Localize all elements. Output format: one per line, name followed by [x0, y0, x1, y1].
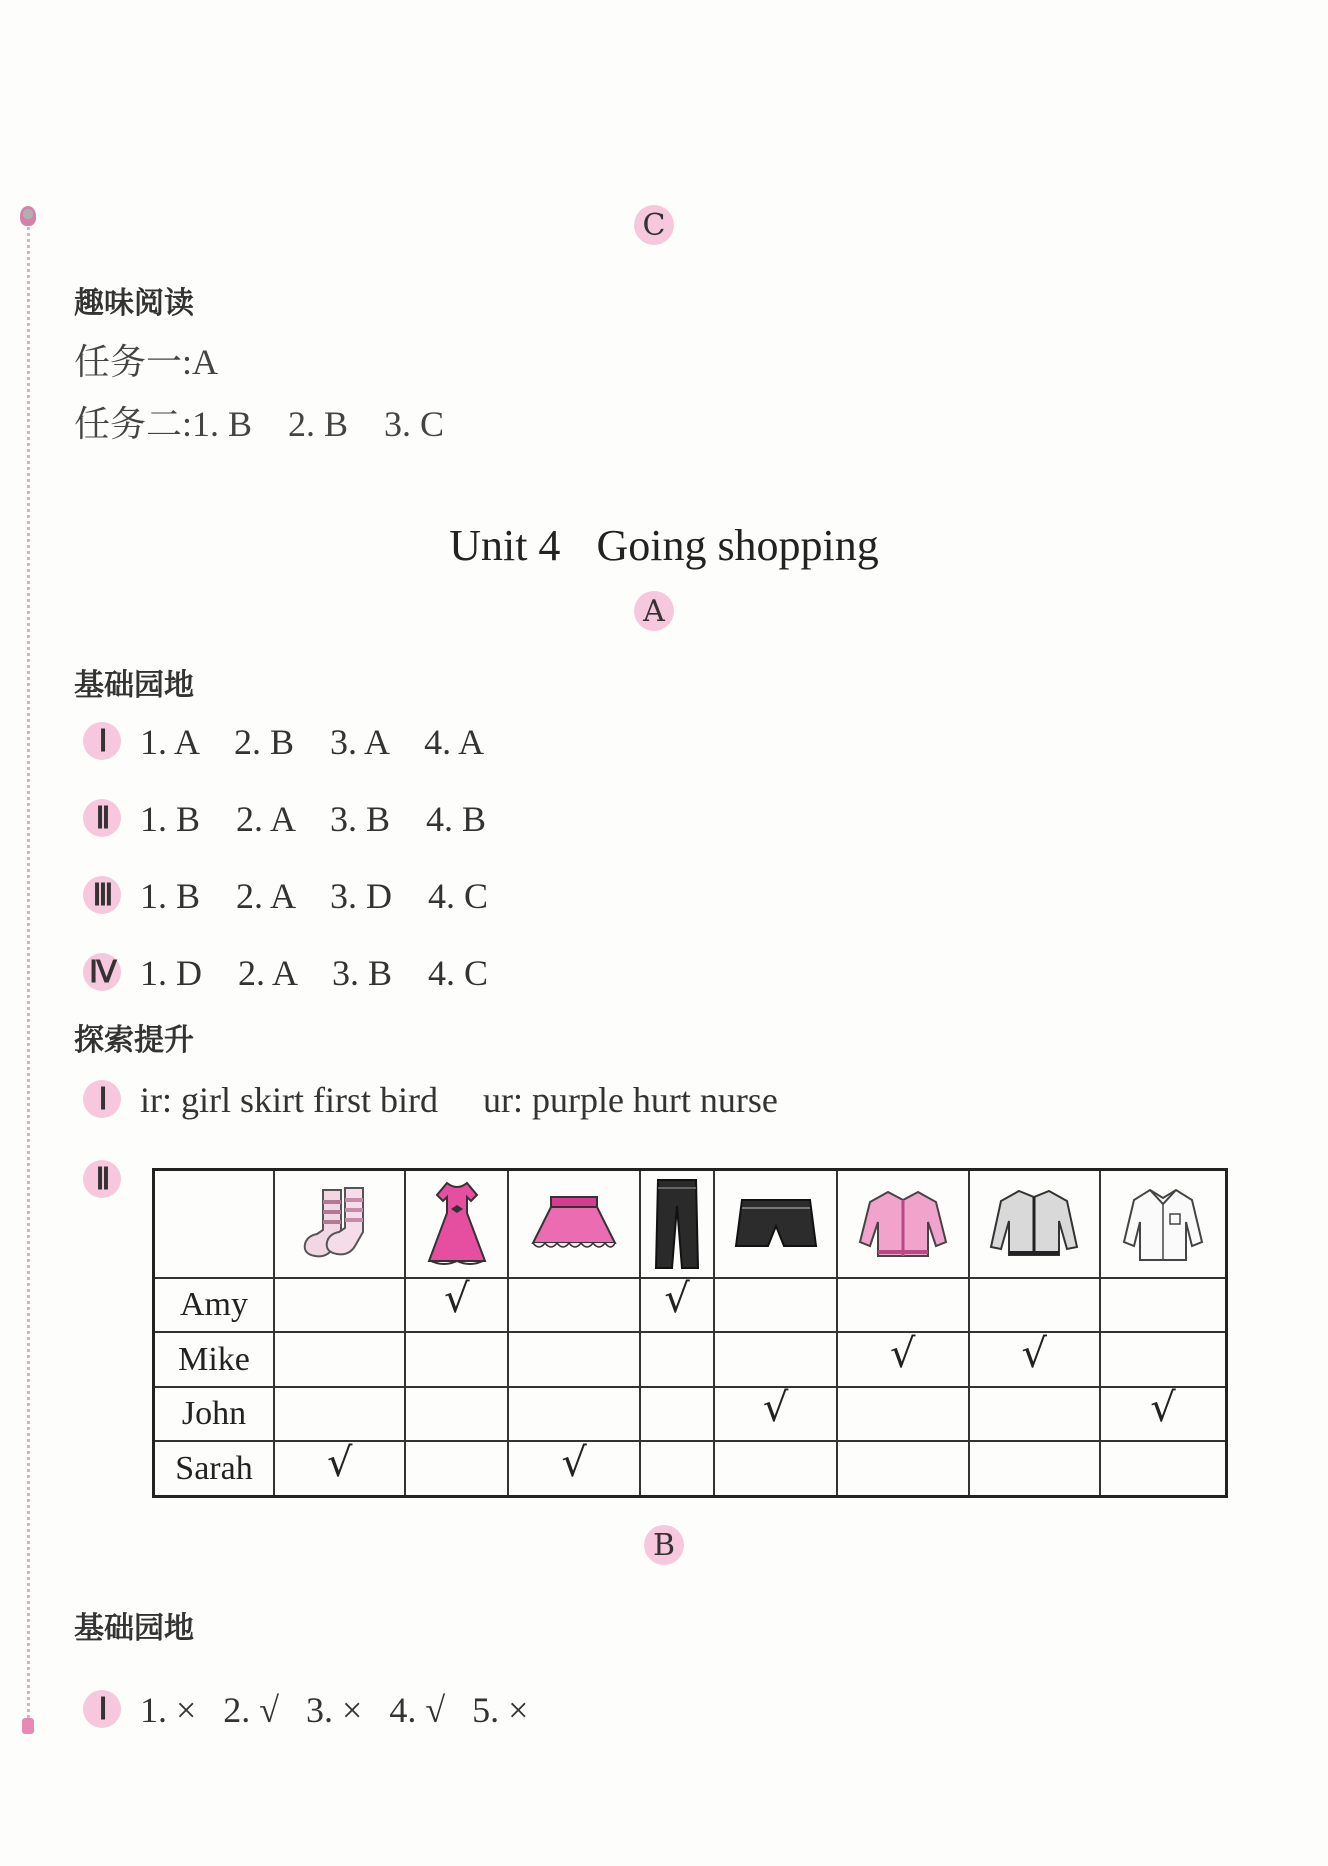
shorts-cell — [714, 1170, 837, 1279]
check-cell — [405, 1332, 508, 1386]
check-cell — [508, 1332, 639, 1386]
check-cell — [714, 1332, 837, 1386]
check-cell — [837, 1332, 968, 1386]
task-two-answer: :1. B 2. B 3. C — [182, 404, 445, 444]
check-mark: √ — [890, 1330, 916, 1377]
check-cell — [837, 1387, 968, 1441]
row-name: Mike — [154, 1332, 275, 1386]
grey-sweater-cell — [969, 1170, 1100, 1279]
check-cell — [1100, 1332, 1227, 1386]
shirt-cell — [1100, 1170, 1227, 1279]
check-cell — [508, 1278, 639, 1332]
check-cell — [274, 1441, 405, 1496]
row-name: Sarah — [154, 1441, 275, 1496]
check-cell — [969, 1332, 1100, 1386]
clothing-table — [152, 1168, 1228, 1498]
check-cell — [508, 1441, 639, 1496]
trousers-icon — [652, 1178, 702, 1270]
check-mark: √ — [1021, 1330, 1047, 1377]
check-mark: √ — [561, 1439, 587, 1486]
check-cell — [405, 1387, 508, 1441]
check-cell — [640, 1278, 714, 1332]
check-cell — [640, 1387, 714, 1441]
check-cell — [969, 1441, 1100, 1496]
answer-row-4: 1. D 2. A 3. B 4. C — [140, 953, 489, 993]
answer-row-3: 1. B 2. A 3. D 4. C — [140, 876, 489, 916]
check-cell — [274, 1278, 405, 1332]
task-one-label: 任务一 — [74, 342, 183, 383]
task-two-label: 任务二 — [74, 404, 183, 445]
task-two-line — [74, 396, 444, 447]
table-row-sarah — [154, 1441, 1227, 1496]
section-badge-b: B — [644, 1525, 684, 1565]
side-dotted-border — [27, 220, 30, 1730]
check-cell — [405, 1278, 508, 1332]
table-row-john — [154, 1387, 1227, 1441]
check-cell — [274, 1332, 405, 1386]
check-mark: √ — [664, 1276, 690, 1323]
pink-jacket-cell — [837, 1170, 968, 1279]
bulb-icon — [20, 206, 36, 226]
section-heading-explore: 探索提升 — [74, 1023, 194, 1058]
grey-sweater-icon — [989, 1185, 1079, 1263]
roman-numeral-b-1: Ⅰ — [83, 1690, 121, 1728]
check-cell — [1100, 1387, 1227, 1441]
roman-numeral-explore-2: Ⅱ — [83, 1160, 121, 1198]
section-badge-c: C — [634, 205, 674, 245]
section-heading-basics-b: 基础园地 — [74, 1611, 194, 1646]
row-name: Amy — [154, 1278, 275, 1332]
check-cell — [969, 1387, 1100, 1441]
section-heading-basics: 基础园地 — [74, 668, 194, 703]
shirt-icon — [1120, 1184, 1206, 1264]
table-row-amy — [154, 1278, 1227, 1332]
border-end-marker — [22, 1718, 34, 1734]
dress-icon — [422, 1179, 492, 1269]
row-name: John — [154, 1387, 275, 1441]
section-heading-fun-reading: 趣味阅读 — [74, 286, 194, 321]
check-cell — [714, 1387, 837, 1441]
check-cell — [640, 1441, 714, 1496]
check-cell — [640, 1332, 714, 1386]
unit-name: Going shopping — [596, 521, 879, 570]
check-cell — [274, 1387, 405, 1441]
roman-numeral-3: Ⅲ — [83, 876, 121, 914]
check-cell — [969, 1278, 1100, 1332]
empty-corner-cell — [154, 1170, 275, 1279]
task-one-line — [74, 334, 218, 385]
check-cell — [405, 1441, 508, 1496]
phonics-answer: ir: girl skirt first bird ur: purple hurt nurse — [140, 1080, 778, 1120]
socks-cell — [274, 1170, 405, 1279]
roman-numeral-1: Ⅰ — [83, 722, 121, 760]
task-one-answer: :A — [182, 342, 219, 382]
socks-icon — [295, 1184, 385, 1264]
pink-jacket-icon — [858, 1186, 948, 1262]
skirt-cell — [508, 1170, 639, 1279]
shorts-icon — [734, 1194, 818, 1254]
answer-row-b-1: 1. × 2. √ 3. × 4. √ 5. × — [140, 1690, 529, 1730]
unit-number: Unit 4 — [449, 521, 561, 570]
skirt-icon — [529, 1189, 619, 1259]
check-cell — [508, 1387, 639, 1441]
check-cell — [714, 1441, 837, 1496]
check-cell — [714, 1278, 837, 1332]
answer-row-1: 1. A 2. B 3. A 4. A — [140, 722, 485, 762]
dress-cell — [405, 1170, 508, 1279]
check-cell — [1100, 1278, 1227, 1332]
answer-row-2: 1. B 2. A 3. B 4. B — [140, 799, 487, 839]
unit-title — [0, 520, 1328, 571]
clothing-header-row — [154, 1170, 1227, 1279]
table-row-mike — [154, 1332, 1227, 1386]
trousers-cell — [640, 1170, 714, 1279]
check-cell — [1100, 1441, 1227, 1496]
roman-numeral-2: Ⅱ — [83, 799, 121, 837]
roman-numeral-explore-1: Ⅰ — [83, 1080, 121, 1118]
check-mark: √ — [1150, 1385, 1176, 1432]
roman-numeral-4: Ⅳ — [83, 953, 121, 991]
check-mark: √ — [444, 1276, 470, 1323]
check-cell — [837, 1441, 968, 1496]
section-badge-a: A — [634, 591, 674, 631]
check-cell — [837, 1278, 968, 1332]
check-mark: √ — [326, 1439, 353, 1486]
check-mark: √ — [762, 1385, 789, 1432]
